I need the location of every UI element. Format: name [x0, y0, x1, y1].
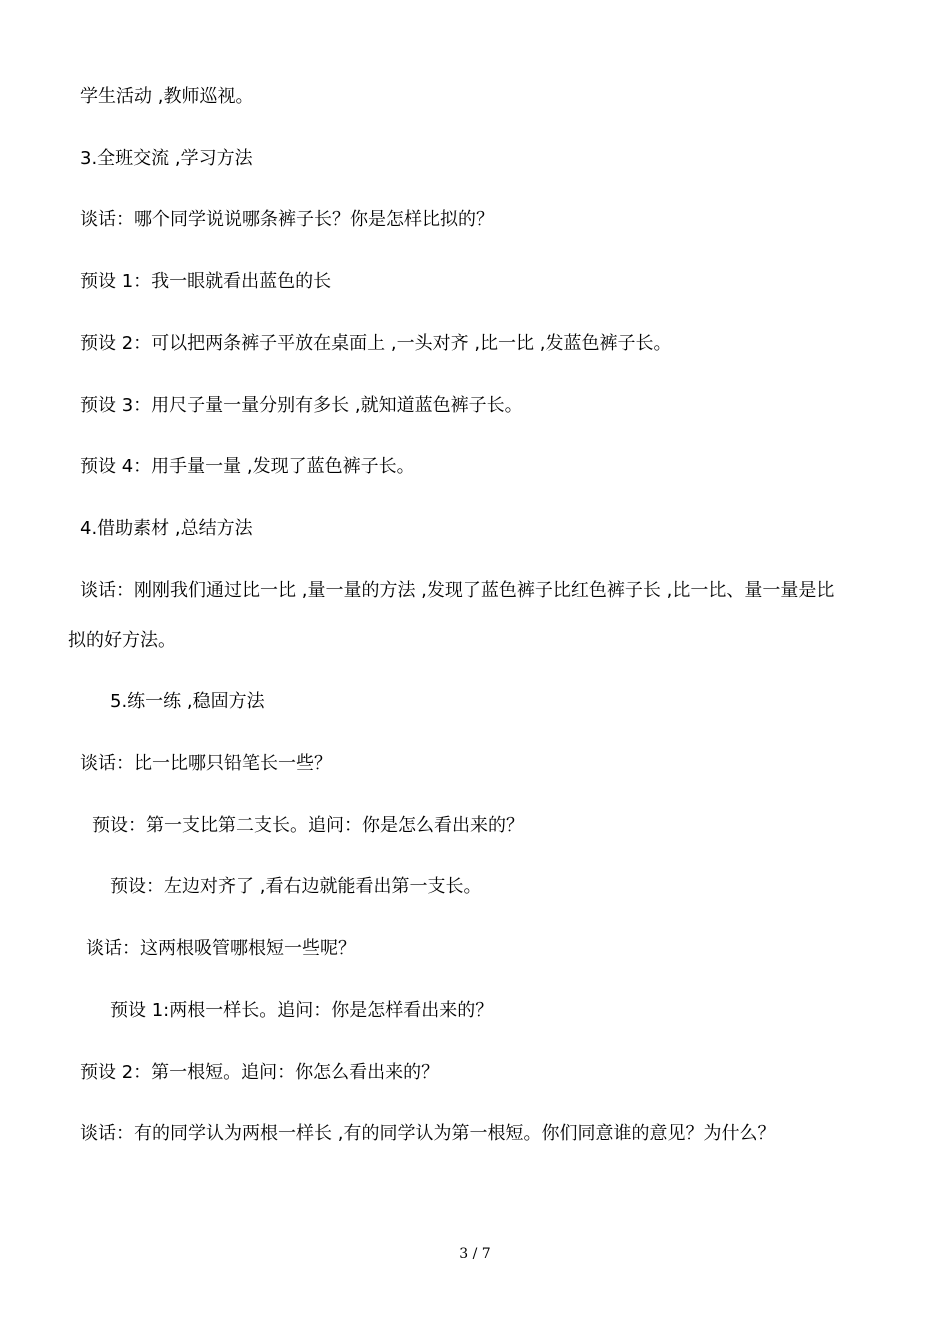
section-heading: 3.全班交流 ,学习方法: [80, 148, 253, 169]
paragraph-line: 学生活动 ,教师巡视。: [80, 86, 254, 107]
paragraph-line: 拟的好方法。: [68, 630, 176, 651]
paragraph-line: 预设 1：我一眼就看出蓝色的长: [80, 271, 332, 292]
paragraph-line: 预设 2：第一根短。追问：你怎么看出来的？: [80, 1062, 440, 1083]
paragraph-line: 谈话：比一比哪只铅笔长一些？: [80, 753, 332, 774]
paragraph-line: 谈话：刚刚我们通过比一比 ,量一量的方法 ,发现了蓝色裤子比红色裤子长 ,比一比、量一量是比: [80, 580, 835, 601]
page-number: 3 / 7: [459, 1246, 491, 1262]
paragraph-line: 谈话：哪个同学说说哪条裤子长？你是怎样比拟的？: [80, 209, 494, 230]
section-heading: 4.借助素材 ,总结方法: [80, 518, 253, 539]
paragraph-line: 谈话：有的同学认为两根一样长 ,有的同学认为第一根短。你们同意谁的意见？为什么？: [80, 1123, 776, 1144]
paragraph-line: 预设 1:两根一样长。追问：你是怎样看出来的？: [110, 1000, 494, 1021]
paragraph-line: 预设 3：用尺子量一量分别有多长 ,就知道蓝色裤子长。: [80, 395, 523, 416]
paragraph-line: 预设：第一支比第二支长。追问：你是怎么看出来的？: [92, 815, 524, 836]
paragraph-line: 预设 4：用手量一量 ,发现了蓝色裤子长。: [80, 456, 415, 477]
paragraph-line: 预设：左边对齐了 ,看右边就能看出第一支长。: [110, 876, 482, 897]
section-heading: 5.练一练 ,稳固方法: [110, 691, 265, 712]
paragraph-line: 谈话：这两根吸管哪根短一些呢？: [86, 938, 356, 959]
paragraph-line: 预设 2：可以把两条裤子平放在桌面上 ,一头对齐 ,比一比 ,发蓝色裤子长。: [80, 333, 672, 354]
